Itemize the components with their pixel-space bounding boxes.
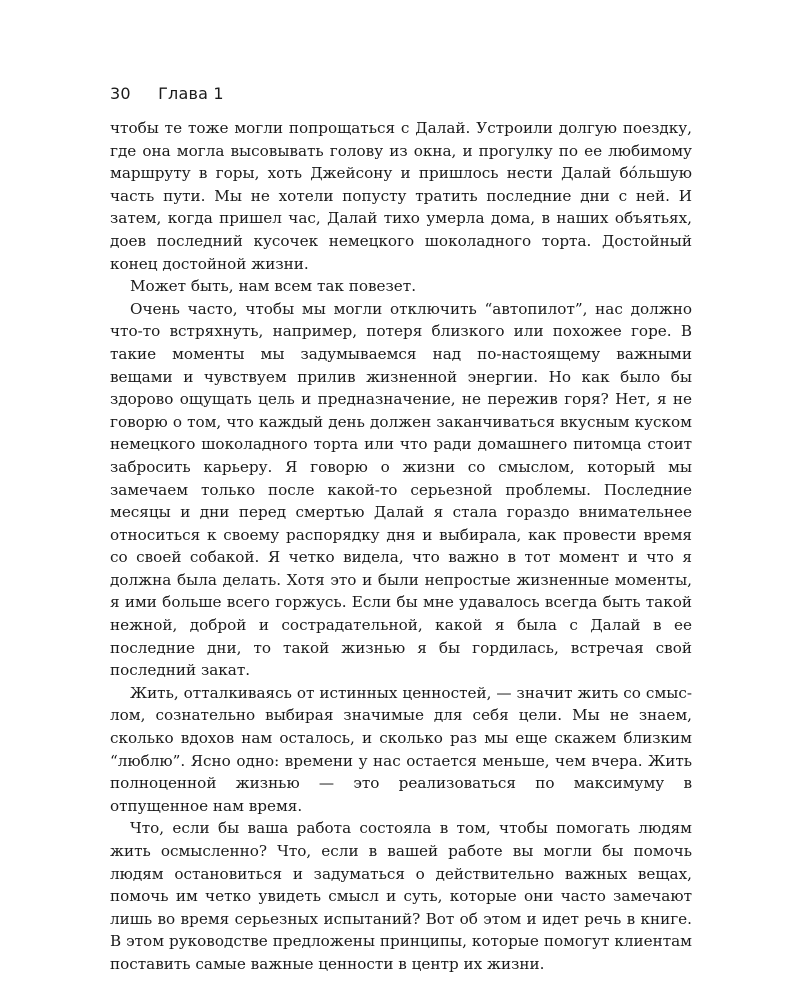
body-text bbox=[110, 117, 692, 976]
running-head bbox=[110, 84, 224, 103]
paragraph: Жить, отталкиваясь от истинных ценностей, — значит жить со смыслом, сознательно выбирая значимые для себя цели. Мы не знаем, сколько вдохов нам осталось, и сколько раз мы еще скажем близким “люблю”. Ясно одно: времени у нас остается меньше, чем вчера. Жить полноценной жизнью — это реализоваться по максимуму в отпущенное нам время. bbox=[110, 683, 692, 815]
paragraph: Что, если бы ваша работа состояла в том, чтобы помогать людям жить осмысленно? Что, если в вашей работе вы могли бы помочь людям остановиться и задуматься о действительно важных вещах, помочь им четко увидеть смысл и суть, которые они часто замечают лишь во время серьезных испытаний? Вот об этом и идет речь в книге. В этом руководстве предложены принципы, которые помогут клиентам поставить самые важные ценности в центр их жизни. bbox=[110, 819, 692, 973]
chapter-label: Глава 1 bbox=[158, 84, 224, 103]
paragraph: Очень часто, чтобы мы могли отключить “автопилот”, нас должно что-то встряхнуть, например, потеря близкого или похожее горе. В такие моменты мы задумываемся над по-настоящему важными вещами и чувствуем прилив жизненной энергии. Но как было бы здорово ощущать цель и предназначение, не пережив горя? Нет, я не говорю о том, что каждый день должен заканчиваться вкусным куском немецкого шоколадного торта или что ради домашнего питомца стоит забросить карьеру. Я говорю о жизни со смыслом, который мы замечаем только после какой-то серьезной проблемы. Последние месяцы и дни перед смертью Далай я стала гораздо внимательнее относиться к своему распорядку дня и выбирала, как провести время со своей собакой. Я четко видела, что важно в тот момент и что я должна была делать. Хотя это и были непростые жизненные моменты, я ими больше всего горжусь. Если бы мне удавалось всегда быть такой нежной, доброй и сострадательной, какой я была с Далай в ее последние дни, то такой жизнью я бы гордилась, встречая свой последний закат. bbox=[110, 299, 692, 680]
paragraph-continued: чтобы те тоже могли попрощаться с Далай. Устроили долгую поездку, где она могла высовывать голову из окна, и прогулку по ее любимому маршруту в горы, хоть Джейсону и пришлось нести Далай бо́льшую часть пути. Мы не хотели попусту тратить последние дни с ней. И затем, когда пришел час, Далай тихо умерла дома, в наших объятьях, доев последний кусочек немецкого шоколадного торта. Достойный конец достойной жизни. bbox=[110, 119, 692, 273]
page-number: 30 bbox=[110, 84, 131, 103]
paragraph: Может быть, нам всем так повезет. bbox=[130, 277, 417, 296]
